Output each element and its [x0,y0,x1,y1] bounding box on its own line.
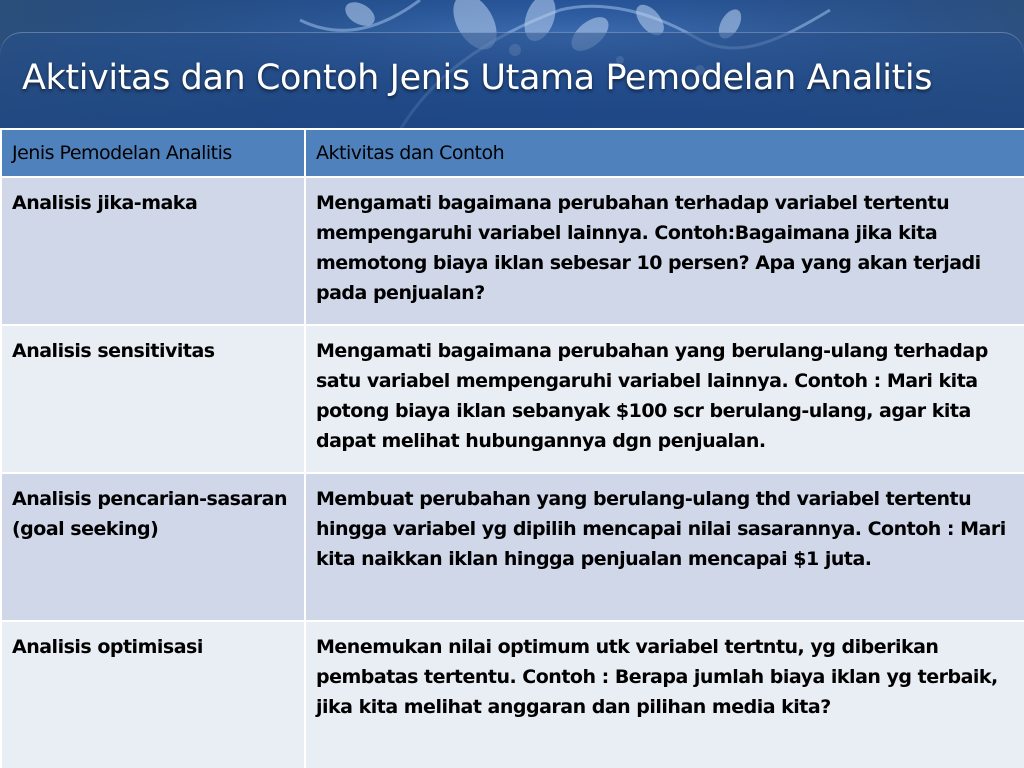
row-type: Analisis pencarian-sasaran (goal seeking) [1,473,305,621]
row-description: Membuat perubahan yang berulang-ulang thd variabel tertentu hingga variabel yg dipilih mencapai nilai sasarannya. Contoh : Mari kita naikkan iklan hingga penjualan mencapai $1 juta. [305,473,1024,621]
row-description: Mengamati bagaimana perubahan terhadap variabel tertentu mempengaruhi variabel lainnya. Contoh:Bagaimana jika kita memotong biaya iklan sebesar 10 persen? Apa yang akan terjadi pada penjualan? [305,177,1024,325]
row-type: Analisis sensitivitas [1,325,305,473]
row-type: Analisis optimisasi [1,621,305,768]
slide-title: Aktivitas dan Contoh Jenis Utama Pemodelan Analitis [22,58,933,98]
table-header-row [1,129,1024,177]
row-description: Menemukan nilai optimum utk variabel tertntu, yg diberikan pembatas tertentu. Contoh : Berapa jumlah biaya iklan yg terbaik, jika kita melihat anggaran dan pilihan media kita? [305,621,1024,768]
analytic-modeling-table [0,128,1024,768]
title-banner [0,0,1024,130]
row-type: Analisis jika-maka [1,177,305,325]
table-row [1,325,1024,473]
table-row [1,473,1024,621]
header-type: Jenis Pemodelan Analitis [1,129,305,177]
table-row [1,621,1024,768]
table-row [1,177,1024,325]
row-description: Mengamati bagaimana perubahan yang berulang-ulang terhadap satu variabel mempengaruhi variabel lainnya. Contoh : Mari kita potong biaya iklan sebanyak $100 scr berulang-ulang, agar kita dapat melihat hubungannya dgn penjualan. [305,325,1024,473]
header-activity: Aktivitas dan Contoh [305,129,1024,177]
